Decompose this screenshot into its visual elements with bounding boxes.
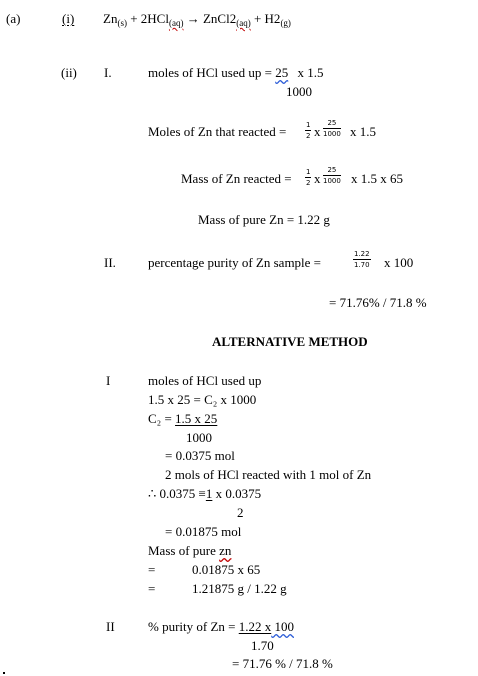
alt-line-6: 2 mols of HCl reacted with 1 mol of Zn: [165, 467, 372, 482]
zn-reacted-suffix: x 1.5: [350, 124, 376, 139]
times-sign: x: [314, 124, 321, 139]
moles-hcl-prefix: moles of HCl used up =: [148, 65, 272, 80]
alt-purity-line-2: 1.70: [251, 638, 274, 653]
alt-line-8: 2: [237, 505, 244, 520]
alt-step-label-1: I: [106, 373, 111, 388]
half-fraction: [305, 122, 311, 140]
purity-prefix: percentage purity of Zn sample =: [148, 255, 322, 270]
alt-line-9: = 0.01875 mol: [165, 524, 242, 539]
alt-line-10: [148, 544, 231, 557]
moles-hcl-line: [148, 66, 323, 79]
hcl-state: (aq): [168, 18, 184, 28]
therefore-prefix: ∴ 0.0375 ≡: [148, 486, 206, 501]
subpart-label-i: (i): [62, 11, 75, 26]
alt-purity-line-3: = 71.76 % / 71.8 %: [232, 656, 333, 671]
zncl2-formula: ZnCl2: [202, 11, 237, 26]
alt-purity-prefix: % purity of Zn =: [148, 619, 239, 634]
purity-suffix: x 100: [384, 255, 414, 270]
alt-line-2: 1.5 x 25 = C₂ x 1000: [148, 392, 257, 407]
ratio-suffix: x 0.0375: [212, 486, 262, 501]
volume-fraction: [323, 120, 341, 138]
subpart-label-ii: (ii): [61, 65, 77, 80]
ratio-numerator: 1: [205, 486, 213, 501]
alt-line-5: = 0.0375 mol: [165, 448, 235, 463]
part-label: (a): [6, 11, 21, 26]
step-label-1: I.: [104, 65, 112, 80]
half-denominator: 2: [306, 132, 311, 140]
zncl2-state: (aq): [236, 18, 251, 28]
purity-result: = 71.76% / 71.8 %: [329, 295, 427, 310]
alt-line-12-eq: =: [148, 581, 156, 596]
step-label-2: II.: [104, 255, 116, 270]
mass-volume-fraction: [323, 167, 341, 185]
mass-half-numerator: 1: [306, 168, 311, 176]
volume-denominator: 1000: [323, 130, 341, 138]
mass-times-sign: x: [314, 171, 321, 186]
alt-step-label-2: II: [106, 619, 115, 634]
mass-volume-numerator: 25: [323, 167, 341, 176]
alt-purity-line-1: [148, 620, 294, 633]
alt-line-11: 0.01875 x 65: [192, 562, 261, 577]
alt-line-12: 1.21875 g / 1.22 g: [192, 581, 287, 596]
alt-line-4: 1000: [186, 430, 212, 445]
mass-half-fraction: [305, 169, 311, 187]
h2-formula: + H2: [253, 11, 281, 26]
moles-hcl-denominator: 1000: [286, 84, 312, 99]
alt-line-3: [148, 412, 217, 425]
reaction-equation: [103, 12, 291, 28]
hcl-formula: + 2HCl: [130, 11, 169, 26]
mass-pure-zn: Mass of pure Zn = 1.22 g: [198, 212, 330, 227]
mass-reacted-suffix: x 1.5 x 65: [351, 171, 403, 186]
reaction-arrow: →: [186, 11, 200, 26]
zn-word: zn: [219, 543, 232, 558]
section-heading: ALTERNATIVE METHOD: [212, 334, 368, 349]
zn-reacted-prefix: Moles of Zn that reacted =: [148, 124, 287, 139]
moles-hcl-numerator: 25: [275, 65, 289, 80]
stray-dot: [3, 672, 5, 674]
mass-reacted-prefix: Mass of Zn reacted =: [181, 171, 292, 186]
c2-prefix: C₂ =: [148, 411, 176, 426]
moles-hcl-suffix: x 1.5: [297, 65, 324, 80]
zn-state: (s): [117, 18, 127, 28]
mass-volume-denominator: 1000: [323, 177, 341, 185]
alt-line-1: moles of HCl used up: [148, 373, 262, 388]
purity-denominator: 1.70: [354, 261, 370, 269]
mass-half-denominator: 2: [306, 179, 311, 187]
alt-purity-hundred: 100: [271, 619, 294, 634]
alt-purity-numerator: 1.22 x: [238, 619, 272, 634]
purity-fraction: [353, 251, 371, 269]
h2-state: (g): [280, 18, 291, 28]
alt-line-7: [148, 487, 261, 500]
zn-formula: Zn: [103, 11, 118, 26]
half-numerator: 1: [306, 121, 311, 129]
alt-line-11-eq: =: [148, 562, 156, 577]
mass-pure-prefix: Mass of pure: [148, 543, 220, 558]
purity-numerator: 1.22: [354, 250, 370, 258]
volume-numerator: 25: [323, 120, 341, 129]
c2-numerator: 1.5 x 25: [175, 411, 218, 426]
